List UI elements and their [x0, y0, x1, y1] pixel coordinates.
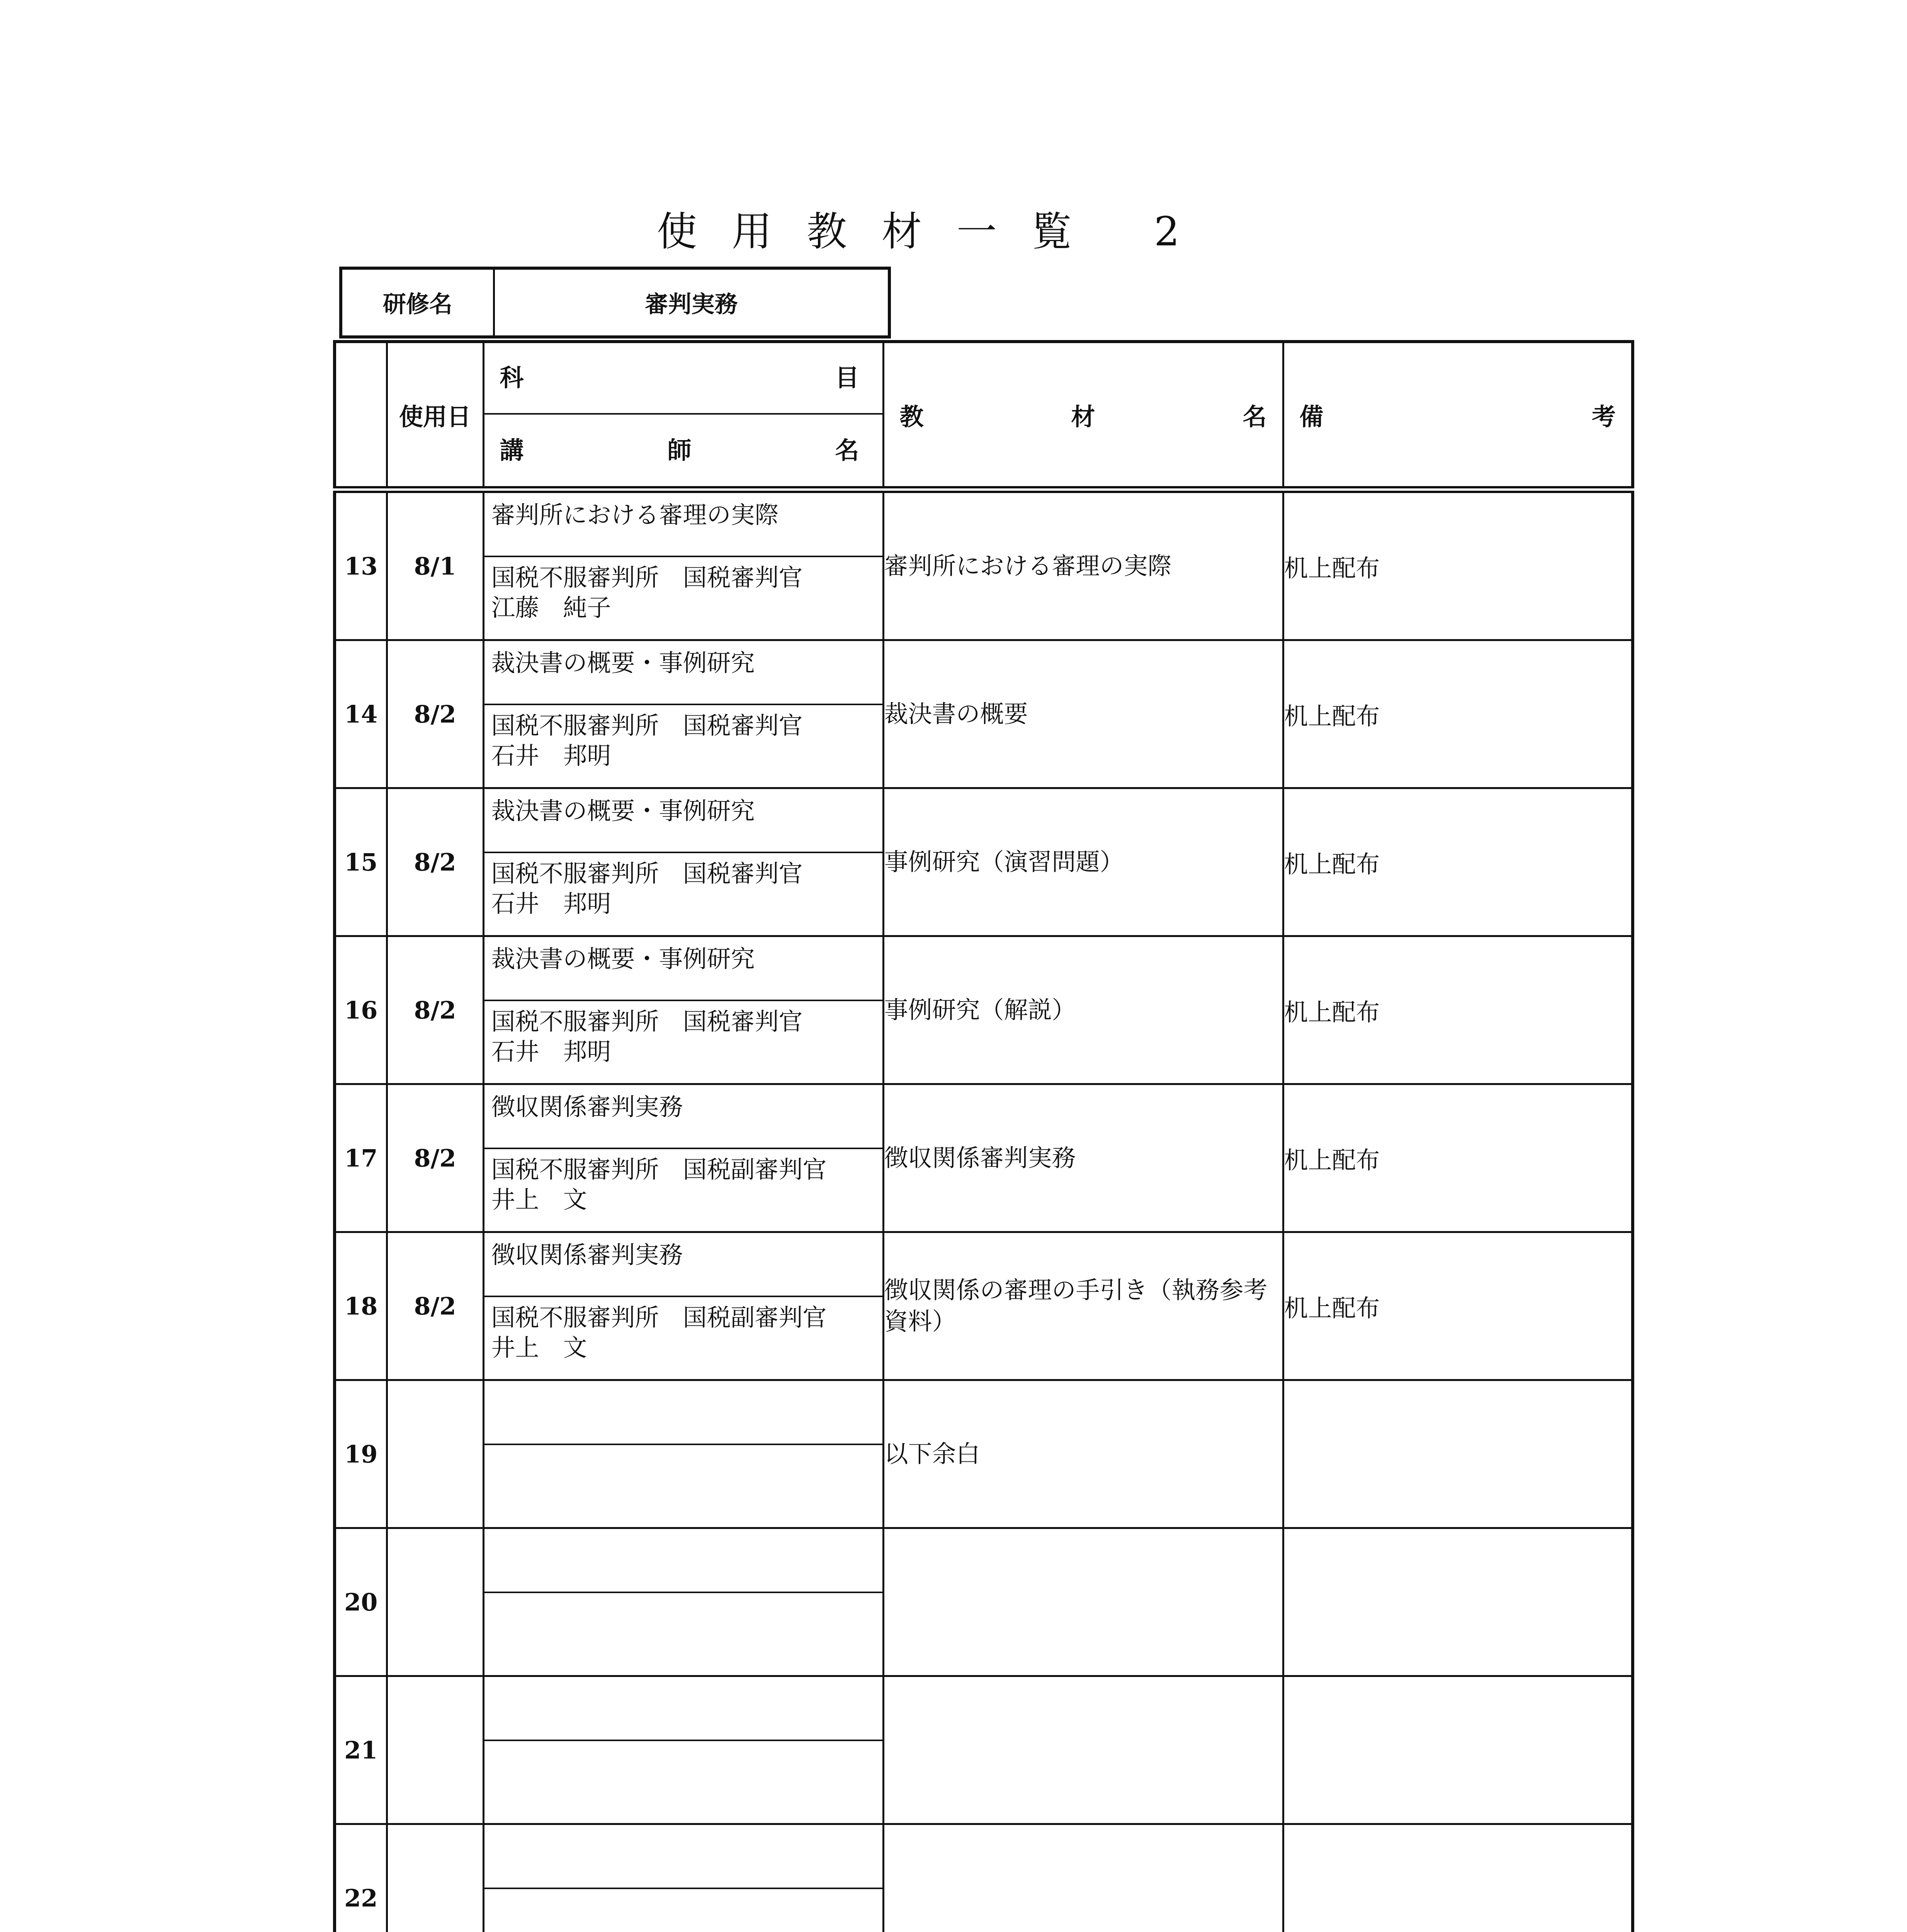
- row-number: 15: [335, 788, 387, 936]
- row-date: [387, 1676, 483, 1824]
- row-number: 13: [335, 490, 387, 640]
- row-subject: 裁決書の概要・事例研究: [484, 641, 882, 705]
- materials-table: [333, 340, 1634, 1932]
- row-note: 机上配布: [1283, 1232, 1633, 1380]
- row-subject: 徴収関係審判実務: [484, 1233, 882, 1297]
- row-subject-lecturer: [483, 1232, 883, 1380]
- row-lecturer-name: 石井 邦明: [491, 1037, 611, 1066]
- row-lecturer: [484, 1593, 882, 1675]
- row-subject-lecturer: [483, 640, 883, 788]
- table-row: [335, 936, 1633, 1084]
- table-row: [335, 1676, 1633, 1824]
- header-note: [1283, 342, 1633, 490]
- row-lecturer-affiliation: 国税不服審判所 国税審判官: [491, 563, 803, 592]
- header-subject-lecturer: [483, 342, 883, 490]
- row-number: 16: [335, 936, 387, 1084]
- row-date: 8/2: [387, 936, 483, 1084]
- row-lecturer-affiliation: 国税不服審判所 国税審判官: [491, 859, 803, 888]
- row-material: 以下余白: [883, 1380, 1283, 1528]
- table-row: [335, 640, 1633, 788]
- row-material: 徴収関係審判実務: [883, 1084, 1283, 1232]
- row-date: [387, 1824, 483, 1932]
- row-lecturer: [484, 705, 882, 787]
- row-note: [1283, 1824, 1633, 1932]
- row-material: 徴収関係の審理の手引き（執務参考資料）: [883, 1232, 1283, 1380]
- header-material-char-2: 材: [1071, 402, 1095, 431]
- row-lecturer: [484, 1741, 882, 1823]
- row-subject: 審判所における審理の実際: [484, 493, 882, 557]
- row-lecturer-name: 江藤 純子: [491, 593, 611, 622]
- course-name-box: [339, 267, 891, 338]
- row-number: 20: [335, 1528, 387, 1676]
- row-lecturer: [484, 1149, 882, 1231]
- header-material: [883, 342, 1283, 490]
- row-subject: 徴収関係審判実務: [484, 1085, 882, 1149]
- row-subject-lecturer: [483, 1084, 883, 1232]
- table-row: [335, 1380, 1633, 1528]
- row-note: [1283, 1380, 1633, 1528]
- row-number: 14: [335, 640, 387, 788]
- row-subject-lecturer: [483, 1380, 883, 1528]
- row-subject: [484, 1825, 882, 1889]
- row-lecturer-name: 石井 邦明: [491, 741, 611, 770]
- table-row: [335, 490, 1633, 640]
- row-lecturer-name: 井上 文: [491, 1333, 587, 1362]
- table-row: [335, 1232, 1633, 1380]
- header-material-char-3: 名: [1242, 402, 1267, 431]
- table-row: [335, 1528, 1633, 1676]
- header-date: 使用日: [387, 342, 483, 490]
- row-subject-lecturer: [483, 1528, 883, 1676]
- row-note: 机上配布: [1283, 640, 1633, 788]
- row-lecturer-name: 石井 邦明: [491, 889, 611, 918]
- row-date: 8/2: [387, 640, 483, 788]
- row-subject-lecturer: [483, 1676, 883, 1824]
- row-subject: [484, 1529, 882, 1593]
- row-material: 裁決書の概要: [883, 640, 1283, 788]
- row-subject: 裁決書の概要・事例研究: [484, 789, 882, 853]
- row-lecturer: [484, 853, 882, 935]
- row-lecturer-affiliation: 国税不服審判所 国税副審判官: [491, 1303, 827, 1332]
- row-lecturer-name: 井上 文: [491, 1185, 587, 1214]
- row-note: 机上配布: [1283, 490, 1633, 640]
- header-no: [335, 342, 387, 490]
- header-note-char-1: 備: [1299, 402, 1324, 431]
- row-subject: [484, 1381, 882, 1445]
- page-title: 使用教材一覧 2: [657, 208, 1215, 255]
- row-number: 22: [335, 1824, 387, 1932]
- row-material: 審判所における審理の実際: [883, 490, 1283, 640]
- row-lecturer-affiliation: 国税不服審判所 国税審判官: [491, 711, 803, 740]
- row-date: 8/1: [387, 490, 483, 640]
- header-subject-char-1: 科: [500, 364, 524, 392]
- row-lecturer: [484, 1445, 882, 1527]
- row-subject-lecturer: [483, 788, 883, 936]
- row-material: 事例研究（解説）: [883, 936, 1283, 1084]
- row-subject: 裁決書の概要・事例研究: [484, 937, 882, 1001]
- row-lecturer-affiliation: 国税不服審判所 国税審判官: [491, 1007, 803, 1036]
- row-note: 机上配布: [1283, 788, 1633, 936]
- row-number: 17: [335, 1084, 387, 1232]
- row-number: 21: [335, 1676, 387, 1824]
- header-material-char-1: 教: [899, 402, 924, 431]
- row-subject-lecturer: [483, 490, 883, 640]
- row-date: [387, 1528, 483, 1676]
- row-material: [883, 1676, 1283, 1824]
- row-number: 18: [335, 1232, 387, 1380]
- row-lecturer: [484, 1001, 882, 1083]
- row-material: 事例研究（演習問題）: [883, 788, 1283, 936]
- course-name-label: 研修名: [342, 270, 495, 335]
- row-lecturer: [484, 1297, 882, 1379]
- row-number: 19: [335, 1380, 387, 1528]
- row-subject: [484, 1677, 882, 1741]
- row-date: 8/2: [387, 1084, 483, 1232]
- row-note: 机上配布: [1283, 1084, 1633, 1232]
- row-note: [1283, 1528, 1633, 1676]
- header-lecturer-char-2: 師: [667, 436, 692, 464]
- row-subject-lecturer: [483, 936, 883, 1084]
- header-lecturer-char-3: 名: [835, 436, 859, 464]
- row-date: [387, 1380, 483, 1528]
- table-row: [335, 788, 1633, 936]
- table-row: [335, 1084, 1633, 1232]
- header-lecturer-char-1: 講: [500, 436, 524, 464]
- header-row: [335, 342, 1633, 490]
- row-lecturer-affiliation: 国税不服審判所 国税副審判官: [491, 1155, 827, 1184]
- table-row: [335, 1824, 1633, 1932]
- row-date: 8/2: [387, 788, 483, 936]
- row-material: [883, 1824, 1283, 1932]
- course-name-value: 審判実務: [645, 291, 738, 318]
- row-note: 机上配布: [1283, 936, 1633, 1084]
- header-subject-char-2: 目: [835, 364, 859, 392]
- header-note-char-2: 考: [1591, 402, 1616, 431]
- row-material: [883, 1528, 1283, 1676]
- row-subject-lecturer: [483, 1824, 883, 1932]
- row-date: 8/2: [387, 1232, 483, 1380]
- row-lecturer: [484, 557, 882, 639]
- row-note: [1283, 1676, 1633, 1824]
- row-lecturer: [484, 1889, 882, 1932]
